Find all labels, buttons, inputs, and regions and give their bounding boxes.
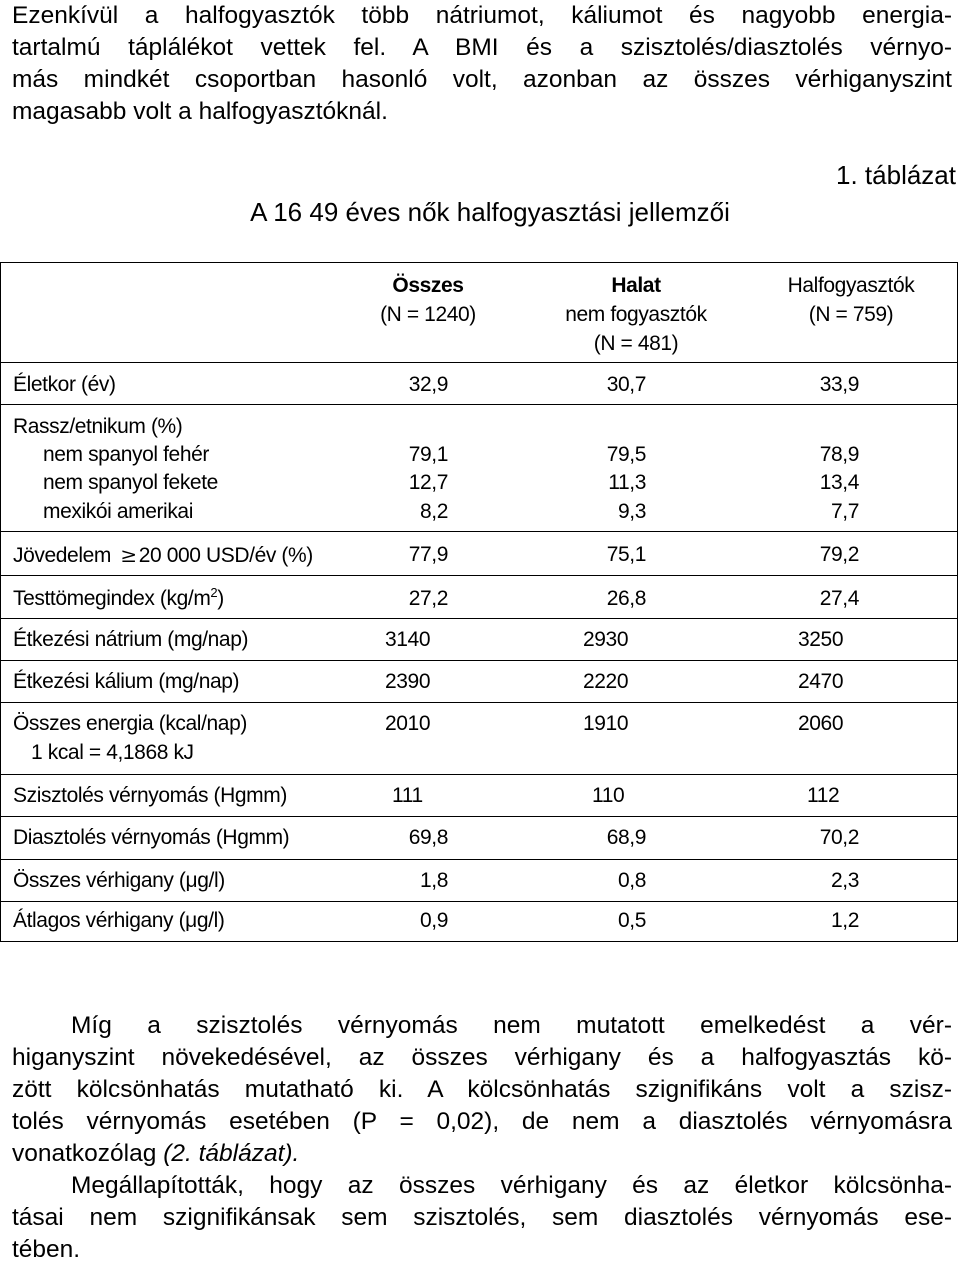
row-label-energy: Összes energia (kcal/nap) bbox=[13, 712, 247, 735]
body-line: tolés vérnyomás esetében (P = 0,02), de nem a diasztolés vérnyomásra bbox=[12, 1108, 952, 1135]
body-text bbox=[12, 1010, 952, 1266]
body-line: Megállapították, hogy az összes vérhigany és az életkor kölcsönha- bbox=[71, 1172, 952, 1199]
row-label-systolic: Szisztolés vérnyomás (Hgmm) bbox=[13, 784, 287, 807]
bmi-sup: 2 bbox=[210, 585, 218, 600]
cell: 78,9 bbox=[819, 443, 859, 466]
body-line: higanyszint növekedésével, az összes vérhigany és a halfogyasztás kö- bbox=[12, 1044, 952, 1071]
cell: 8,2 bbox=[420, 500, 448, 523]
cell: 9,3 bbox=[618, 500, 646, 523]
cell: 79,5 bbox=[606, 443, 646, 466]
cell: 26,8 bbox=[606, 587, 646, 610]
table-reference: (2. táblázat). bbox=[163, 1140, 300, 1167]
cell: 2060 bbox=[798, 712, 844, 735]
cell: 27,4 bbox=[819, 587, 859, 610]
col-header-line: (N = 1240) bbox=[380, 303, 476, 326]
cell: 112 bbox=[807, 784, 840, 807]
row-label-race-sub: mexikói amerikai bbox=[43, 500, 193, 523]
bmi-label-post: ) bbox=[217, 587, 224, 610]
col-header-total bbox=[353, 271, 503, 329]
row-divider bbox=[1, 362, 957, 363]
cell: 111 bbox=[392, 784, 423, 807]
ge-symbol: ≥ bbox=[120, 543, 137, 567]
row-label-diastolic: Diasztolés vérnyomás (Hgmm) bbox=[13, 826, 290, 849]
row-label-race: Rassz/etnikum (%) bbox=[13, 415, 183, 438]
cell: 33,9 bbox=[819, 373, 859, 396]
bmi-label-pre: Testtömegindex (kg/m bbox=[13, 587, 211, 610]
cell: 110 bbox=[592, 784, 625, 807]
cell: 12,7 bbox=[408, 471, 448, 494]
body-line-text: vonatkozólag bbox=[12, 1140, 164, 1167]
col-header-line: Összes bbox=[392, 274, 464, 297]
cell: 1,2 bbox=[831, 909, 859, 932]
intro-line: magasabb volt a halfogyasztóknál. bbox=[12, 98, 388, 125]
row-label-income bbox=[13, 540, 313, 571]
row-label-total-hg: Összes vérhigany (μg/l) bbox=[13, 869, 225, 892]
row-label-age: Életkor (év) bbox=[13, 373, 116, 396]
row-divider bbox=[1, 702, 957, 703]
cell: 0,8 bbox=[618, 869, 646, 892]
cell: 77,9 bbox=[408, 543, 448, 566]
row-label-race-sub: nem spanyol fekete bbox=[43, 471, 218, 494]
income-label-pre: Jövedelem bbox=[13, 544, 117, 567]
col-header-line: Halat bbox=[611, 274, 661, 297]
cell: 68,9 bbox=[606, 826, 646, 849]
income-label-post: 20 000 USD/év (%) bbox=[138, 544, 313, 567]
row-label-avg-hg: Átlagos vérhigany (μg/l) bbox=[13, 909, 225, 932]
row-divider bbox=[1, 859, 957, 860]
cell: 2390 bbox=[385, 670, 431, 693]
cell: 2930 bbox=[583, 628, 629, 651]
col-header-line: Halfogyasztók bbox=[787, 274, 915, 297]
body-line: tében. bbox=[12, 1236, 81, 1263]
table-title-text: A 16 49 éves nők halfogyasztási jellemzői bbox=[250, 197, 730, 227]
intro-line: Ezenkívül a halfogyasztók több nátriumot, káliumot és nagyobb energia- bbox=[12, 2, 952, 29]
cell: 1910 bbox=[583, 712, 629, 735]
cell: 2220 bbox=[583, 670, 629, 693]
row-divider bbox=[1, 575, 957, 576]
col-header-line: nem fogyasztók bbox=[565, 303, 707, 326]
cell: 30,7 bbox=[606, 373, 646, 396]
row-label-sodium: Étkezési nátrium (mg/nap) bbox=[13, 628, 249, 651]
data-table bbox=[0, 262, 958, 942]
row-label-potassium: Étkezési kálium (mg/nap) bbox=[13, 670, 240, 693]
intro-line: tartalmú táplálékot vettek fel. A BMI és a szisztolés/diasztolés vérnyo- bbox=[12, 34, 952, 61]
row-label-energy-note: 1 kcal = 4,1868 kJ bbox=[31, 741, 194, 764]
cell: 3250 bbox=[798, 628, 844, 651]
row-divider bbox=[1, 901, 957, 902]
row-label-bmi bbox=[13, 584, 224, 614]
row-divider bbox=[1, 660, 957, 661]
cell: 70,2 bbox=[819, 826, 859, 849]
intro-line: más mindkét csoportban hasonló volt, azonban az összes vérhiganyszint bbox=[12, 66, 952, 93]
col-header-nonconsumers bbox=[546, 271, 726, 358]
cell: 75,1 bbox=[606, 543, 646, 566]
cell: 3140 bbox=[385, 628, 431, 651]
cell: 1,8 bbox=[420, 869, 448, 892]
row-divider bbox=[1, 774, 957, 775]
table-title bbox=[0, 197, 960, 228]
col-header-consumers bbox=[756, 271, 946, 329]
cell: 2470 bbox=[798, 670, 844, 693]
col-header-line: (N = 759) bbox=[808, 303, 894, 326]
row-label-race-sub: nem spanyol fehér bbox=[43, 443, 209, 466]
body-line bbox=[12, 1138, 952, 1170]
cell: 79,2 bbox=[819, 543, 859, 566]
body-line: zött kölcsönhatás mutatható ki. A kölcsönhatás szignifikáns volt a szisz- bbox=[12, 1076, 952, 1103]
cell: 0,5 bbox=[618, 909, 646, 932]
body-line: Míg a szisztolés vérnyomás nem mutatott emelkedést a vér- bbox=[71, 1012, 952, 1039]
cell: 27,2 bbox=[408, 587, 448, 610]
cell: 79,1 bbox=[408, 443, 448, 466]
cell: 7,7 bbox=[831, 500, 859, 523]
row-divider bbox=[1, 816, 957, 817]
cell: 32,9 bbox=[408, 373, 448, 396]
cell: 2,3 bbox=[831, 869, 859, 892]
row-divider bbox=[1, 618, 957, 619]
cell: 2010 bbox=[385, 712, 431, 735]
cell: 69,8 bbox=[408, 826, 448, 849]
cell: 13,4 bbox=[819, 471, 859, 494]
cell: 0,9 bbox=[420, 909, 448, 932]
table-caption: 1. táblázat bbox=[836, 160, 956, 190]
col-header-line: (N = 481) bbox=[593, 332, 679, 355]
intro-paragraph bbox=[12, 0, 952, 128]
body-line: tásai nem szignifikánsak sem szisztolés, sem diasztolés vérnyomás ese- bbox=[12, 1204, 952, 1231]
cell: 11,3 bbox=[608, 471, 646, 494]
row-divider bbox=[1, 404, 957, 405]
row-divider bbox=[1, 531, 957, 532]
